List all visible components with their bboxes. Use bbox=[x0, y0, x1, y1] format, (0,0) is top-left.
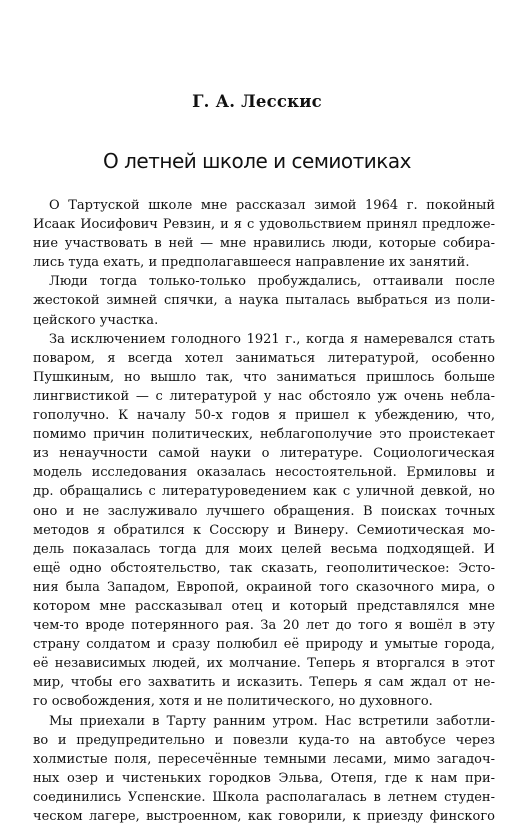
text-line: её независимых людей, их молчание. Теперь я вторгался в этот bbox=[33, 656, 495, 672]
text-line: методов я обратился к Соссюру и Винеру. Семиотическая мо- bbox=[33, 522, 495, 538]
text-line: ных озер и чистеньких городков Эльва, Отепя, где к нам при- bbox=[33, 770, 495, 786]
text-line: ещё одно обстоятельство, так сказать, геополитическое: Эсто- bbox=[33, 560, 495, 576]
body-text bbox=[33, 196, 495, 826]
text-line: страну солдатом и сразу полюбил её природу и умытые города, bbox=[33, 637, 495, 653]
text-line: модель исследования оказалась несостоятельной. Ермиловы и bbox=[33, 465, 495, 481]
chapter-title: О летней школе и семиотиках bbox=[103, 149, 411, 173]
text-line: во и предупредительно и повезли куда-то на автобусе через bbox=[33, 732, 495, 748]
text-line: поваром, я всегда хотел заниматься литературой, особенно bbox=[33, 350, 495, 366]
text-line: мир, чтобы его захватить и исказить. Теперь я сам ждал от не- bbox=[33, 675, 495, 691]
text-line: Люди тогда только-только пробуждались, оттаивали после bbox=[49, 274, 495, 290]
text-line: ческом лагере, выстроенном, как говорили, к приезду финского bbox=[33, 809, 495, 824]
text-line: котором мне рассказывал отец и который представлялся мне bbox=[33, 598, 495, 614]
text-line: др. обращались с литературоведением как с уличной девкой, но bbox=[33, 484, 495, 500]
text-line: го освобождения, хотя и не политического, но духовного. bbox=[33, 694, 433, 710]
text-line: О Тартуской школе мне рассказал зимой 1964 г. покойный bbox=[49, 198, 495, 213]
text-line: из ненаучности самой науки о литературе. Социологическая bbox=[33, 446, 495, 462]
text-line: оно и не заслуживало лучшего обращения. В поисках точных bbox=[33, 503, 495, 519]
text-line: За исключением голодного 1921 г., когда я намеревался стать bbox=[49, 331, 495, 347]
text-line: Исаак Иосифович Ревзин, и я с удовольствием принял предложе- bbox=[33, 217, 495, 233]
text-line: Мы приехали в Тарту ранним утром. Нас встретили заботли- bbox=[49, 713, 495, 729]
author-name: Г. А. Лесскис bbox=[192, 92, 322, 111]
text-line: жестокой зимней спячки, а наука пыталась выбраться из поли- bbox=[33, 293, 495, 309]
text-line: помимо причин политических, неблагополучие это проистекает bbox=[33, 427, 495, 443]
text-line: ние участвовать в ней — мне нравились люди, которые собира- bbox=[33, 236, 495, 252]
text-line: Пушкиным, но вышло так, что заниматься пришлось больше bbox=[33, 369, 495, 385]
text-line: гополучно. К началу 50-х годов я пришел к убеждению, что, bbox=[33, 408, 495, 424]
text-line: лингвистикой — с литературой у нас обстояло уж очень небла- bbox=[33, 388, 495, 404]
text-line: дель показалась тогда для моих целей весьма подходящей. И bbox=[33, 541, 495, 557]
text-line: соединились Успенские. Школа располагалась в летнем студен- bbox=[33, 789, 495, 805]
text-line: лись туда ехать, и предполагавшееся направление их занятий. bbox=[33, 255, 470, 271]
text-line: холмистые поля, пересечённые темными лесами, мимо загадоч- bbox=[33, 751, 495, 767]
text-line: цейского участка. bbox=[33, 312, 159, 328]
text-line: чем-то вроде потерянного рая. За 20 лет до того я вошёл в эту bbox=[33, 618, 495, 634]
text-line: ния была Западом, Европой, окраиной того сказочного мира, о bbox=[33, 579, 495, 595]
